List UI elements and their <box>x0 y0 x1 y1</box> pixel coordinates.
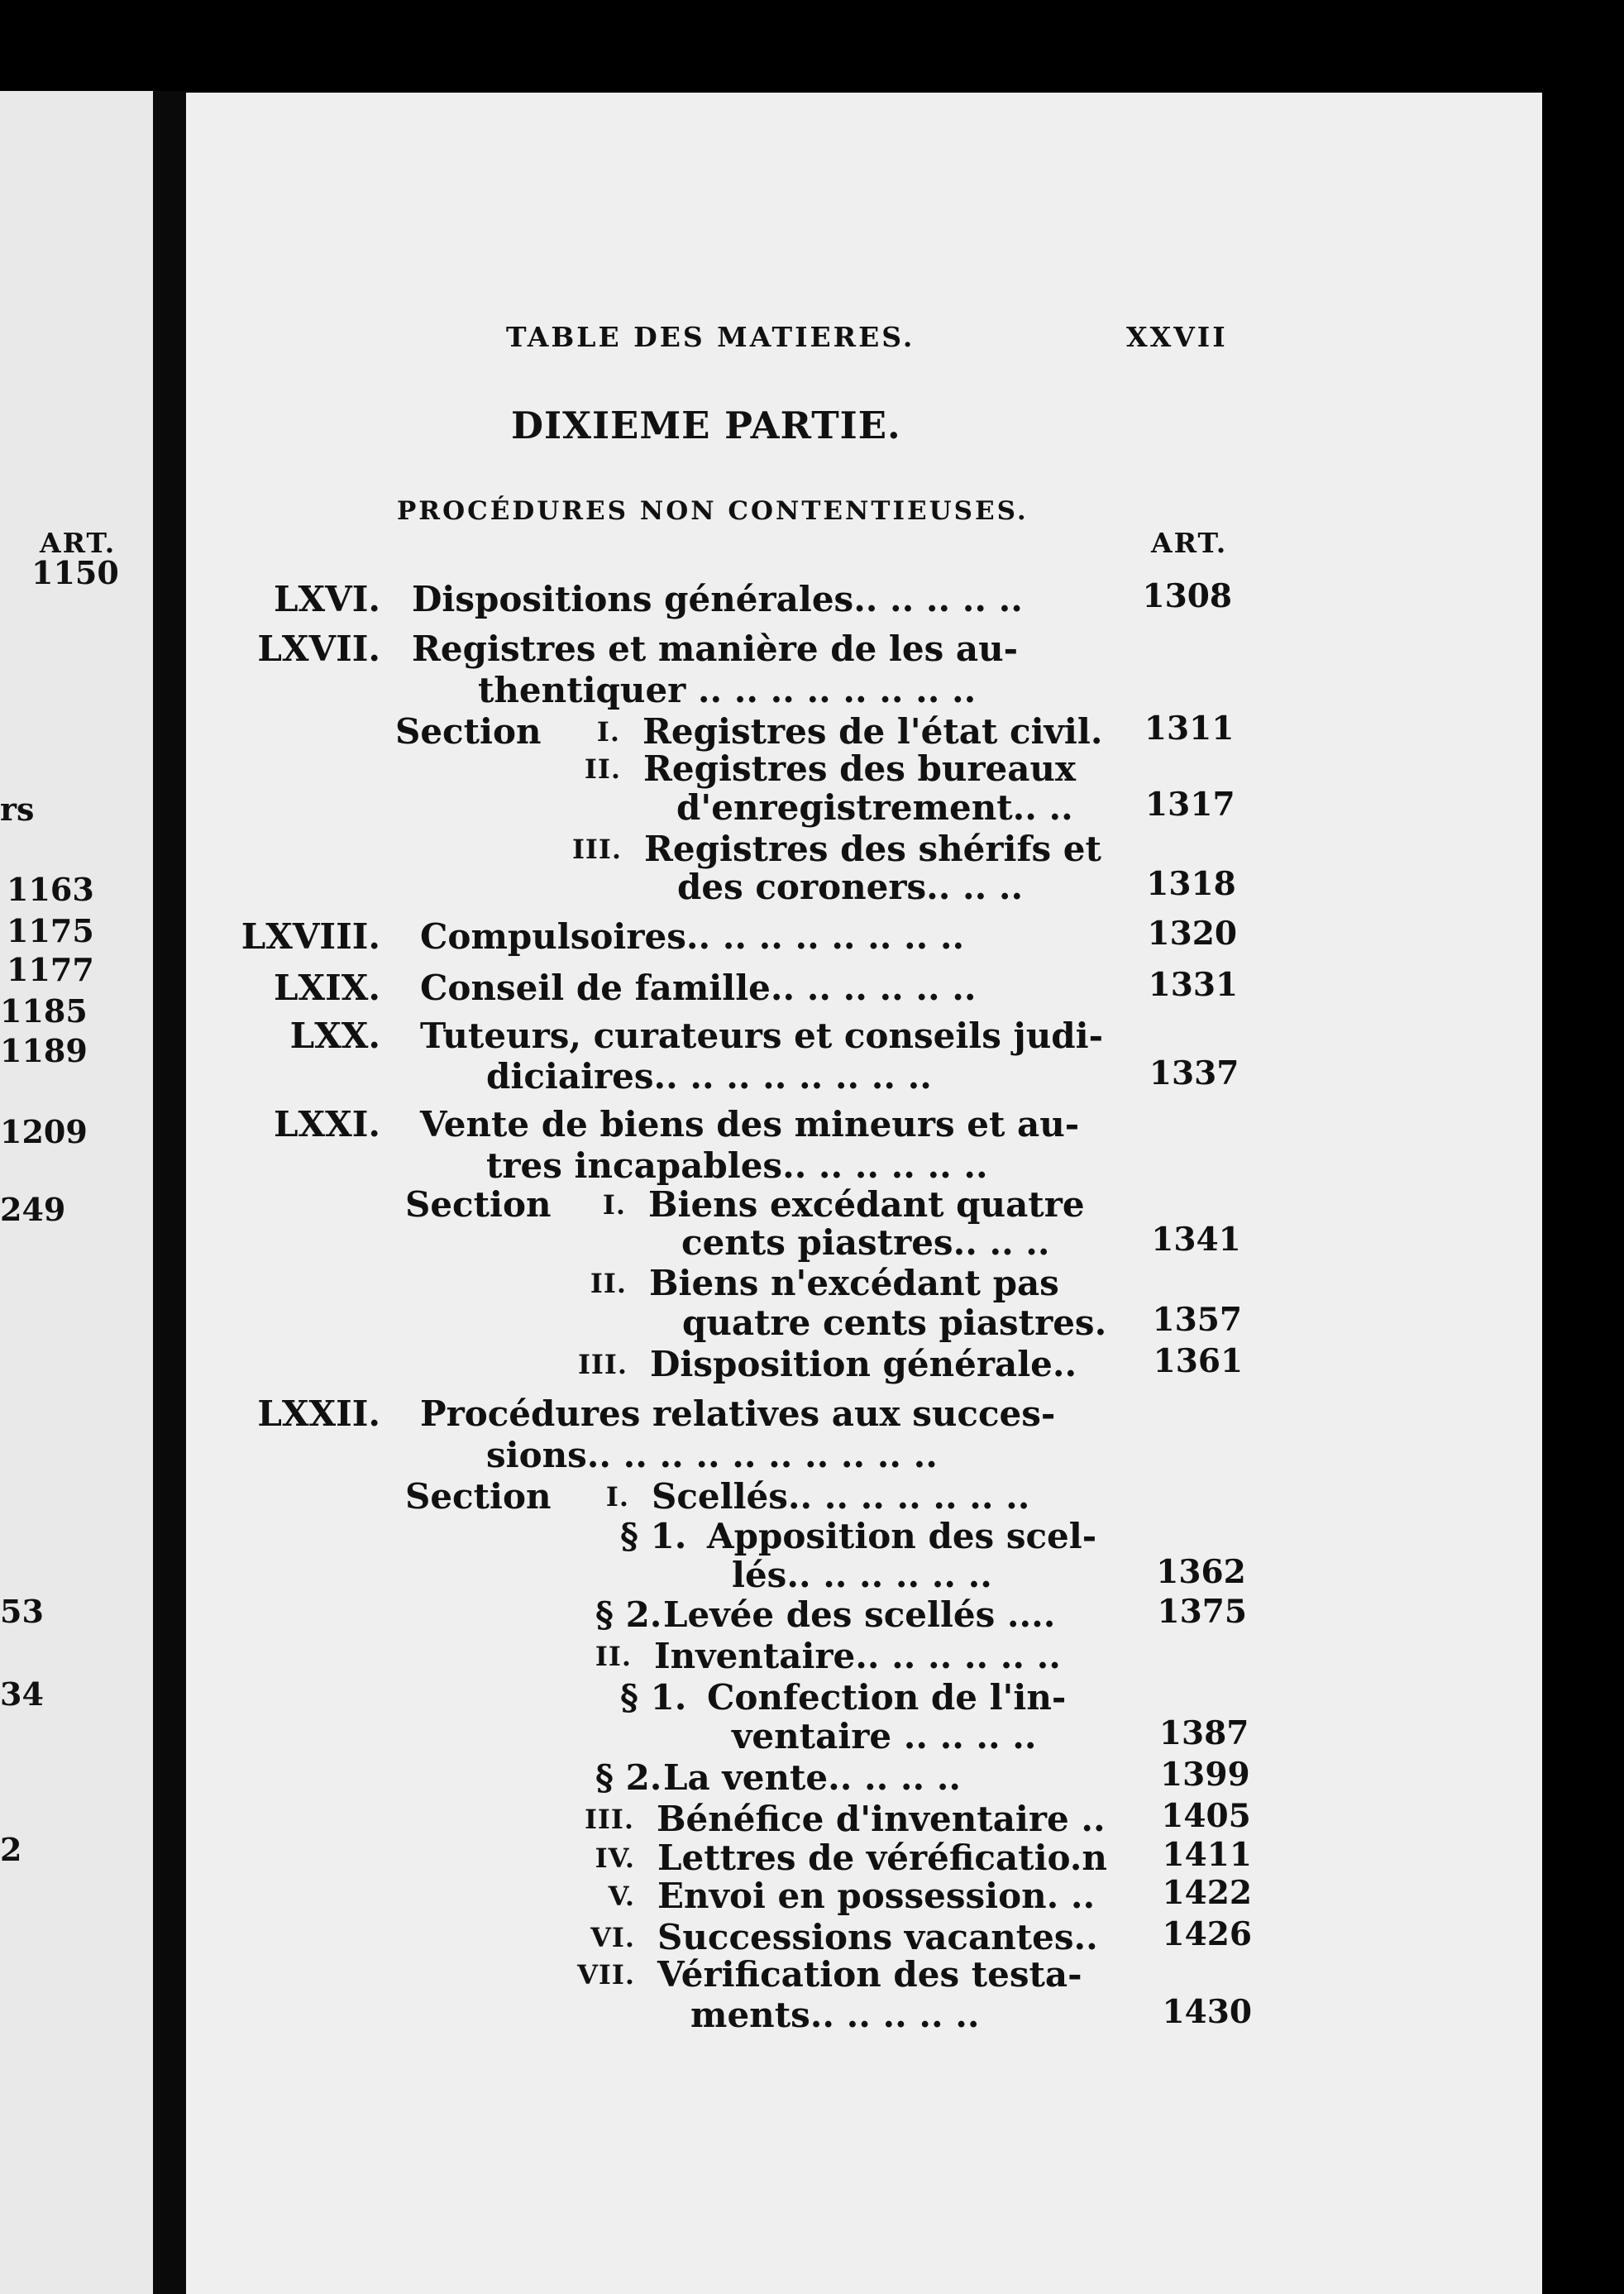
article-number: 1430 <box>1162 1993 1252 2031</box>
entry-title-line: Confection de l'in- <box>707 1677 1067 1718</box>
left-page-number: 1209 <box>0 1113 88 1150</box>
chapter-number: LXXI. <box>274 1104 380 1145</box>
entry-title-line: Conseil de famille.. .. .. .. .. .. <box>420 968 977 1008</box>
entry-title-line: thentiquer .. .. .. .. .. .. .. .. <box>478 670 977 710</box>
running-header-title: TABLE DES MATIERES. <box>506 321 915 353</box>
left-page-number: 1177 <box>7 951 94 988</box>
entry-title-line: des coroners.. .. .. <box>677 867 1024 907</box>
entry-title-line: Scellés.. .. .. .. .. .. .. <box>652 1476 1030 1517</box>
article-number: 1361 <box>1153 1342 1244 1380</box>
chapter-number: LXIX. <box>274 968 380 1008</box>
chapter-number: LXXII. <box>257 1393 380 1434</box>
article-number: 1318 <box>1146 865 1236 903</box>
chapter-number: LXX. <box>289 1016 380 1056</box>
article-number: 1426 <box>1162 1915 1252 1953</box>
section-number: V. <box>608 1881 635 1912</box>
chapter-number: LXVIII. <box>241 916 380 957</box>
article-number: 1362 <box>1156 1553 1246 1591</box>
section-number: III. <box>577 1349 628 1380</box>
left-page-number: 1185 <box>0 992 88 1030</box>
section-number: I. <box>602 1189 626 1221</box>
part-subtitle: PROCÉDURES NON CONTENTIEUSES. <box>397 496 1029 526</box>
article-number: 1375 <box>1157 1593 1247 1631</box>
part-title: DIXIEME PARTIE. <box>511 404 901 447</box>
entry-title-line: quatre cents piastres. <box>682 1302 1107 1343</box>
section-label: Section <box>395 711 542 752</box>
section-number: III. <box>571 834 622 865</box>
section-number: I. <box>596 716 620 748</box>
entry-title-line: diciaires.. .. .. .. .. .. .. .. <box>486 1056 932 1097</box>
section-label: Section <box>405 1184 552 1225</box>
article-number: 1405 <box>1161 1797 1251 1835</box>
article-number: 1320 <box>1147 915 1237 953</box>
article-number: 1311 <box>1144 710 1235 748</box>
paragraph-number: § 1. <box>620 1516 687 1556</box>
section-number: II. <box>590 1268 627 1299</box>
section-number: III. <box>584 1804 634 1835</box>
section-number: IV. <box>595 1842 635 1874</box>
entry-title-line: Registres et manière de les au- <box>412 628 1019 669</box>
entry-title-line: Vente de biens des mineurs et au- <box>420 1104 1080 1145</box>
entry-title-line: Procédures relatives aux succes- <box>420 1393 1056 1434</box>
left-page-number: 2 <box>0 1831 22 1868</box>
entry-title-line: Apposition des scel- <box>707 1516 1097 1556</box>
entry-title-line: Inventaire.. .. .. .. .. .. <box>654 1636 1061 1676</box>
article-number: 1341 <box>1151 1221 1241 1259</box>
paragraph-number: § 2. <box>595 1594 662 1635</box>
chapter-number: LXVII. <box>257 628 380 669</box>
entry-title-line: La vente.. .. .. .. <box>663 1757 961 1798</box>
left-page-number: 1163 <box>7 871 94 908</box>
article-number: 1308 <box>1142 577 1232 615</box>
left-page-number: 249 <box>0 1191 66 1228</box>
article-number: 1317 <box>1145 786 1235 824</box>
entry-title-line: Successions vacantes.. <box>657 1917 1098 1957</box>
article-number: 1399 <box>1160 1756 1250 1794</box>
entry-title-line: Dispositions générales.. .. .. .. .. <box>412 579 1023 619</box>
chapter-number: LXVI. <box>274 579 380 619</box>
left-art-label: ART. <box>40 527 117 559</box>
section-number: II. <box>595 1641 632 1672</box>
left-page-number: 1150 <box>31 554 119 591</box>
section-number: II. <box>584 753 621 785</box>
entry-title-line: Bénéfice d'inventaire .. <box>657 1799 1106 1839</box>
entry-title-line: Disposition générale.. <box>650 1344 1077 1384</box>
left-page-number: 1189 <box>0 1032 88 1069</box>
paragraph-number: § 1. <box>620 1677 687 1718</box>
left-page-number: 1175 <box>7 912 94 949</box>
entry-title-line: Levée des scellés .... <box>663 1594 1056 1635</box>
paragraph-number: § 2. <box>595 1757 662 1798</box>
article-number: 1357 <box>1152 1301 1242 1339</box>
entry-title-line: Registres des shérifs et <box>644 829 1101 869</box>
entry-title-line: ments.. .. .. .. .. <box>690 1995 980 2035</box>
running-header-page-number: XXVII <box>1126 321 1228 353</box>
article-number: 1422 <box>1162 1874 1252 1912</box>
entry-title-line: Registres des bureaux <box>643 748 1077 789</box>
entry-title-line: tres incapables.. .. .. .. .. .. <box>486 1145 988 1186</box>
entry-title-line: ventaire .. .. .. .. <box>732 1716 1037 1756</box>
entry-title-line: Envoi en possession. .. <box>657 1876 1096 1916</box>
section-label: Section <box>405 1476 552 1517</box>
section-number: VII. <box>577 1959 635 1991</box>
article-number: 1387 <box>1158 1714 1249 1752</box>
entry-title-line: Lettres de véréficatio.n <box>657 1838 1107 1878</box>
entry-title-line: d'enregistrement.. .. <box>676 787 1073 828</box>
entry-title-line: Biens excédant quatre <box>648 1184 1085 1225</box>
left-page-number: 34 <box>0 1675 44 1713</box>
article-number: 1331 <box>1148 966 1239 1004</box>
entry-title-line: Biens n'excédant pas <box>649 1263 1059 1303</box>
entry-title-line: Registres de l'état civil. <box>642 711 1103 752</box>
book-gutter <box>153 91 186 2294</box>
art-column-label: ART. <box>1151 527 1228 559</box>
left-page-number: 53 <box>0 1593 44 1630</box>
entry-title-line: lés.. .. .. .. .. .. <box>732 1555 992 1595</box>
section-number: VI. <box>590 1922 635 1953</box>
entry-title-line: cents piastres.. .. .. <box>681 1222 1050 1263</box>
article-number: 1337 <box>1149 1054 1239 1092</box>
entry-title-line: Vérification des testa- <box>657 1954 1082 1995</box>
entry-title-line: Tuteurs, curateurs et conseils judi- <box>420 1016 1104 1056</box>
scan-border <box>1542 93 1624 2294</box>
article-number: 1411 <box>1162 1836 1252 1874</box>
entry-title-line: Compulsoires.. .. .. .. .. .. .. .. <box>420 916 965 957</box>
section-number: I. <box>605 1481 629 1513</box>
left-page-number: rs <box>0 791 35 828</box>
entry-title-line: sions.. .. .. .. .. .. .. .. .. .. <box>486 1435 938 1475</box>
